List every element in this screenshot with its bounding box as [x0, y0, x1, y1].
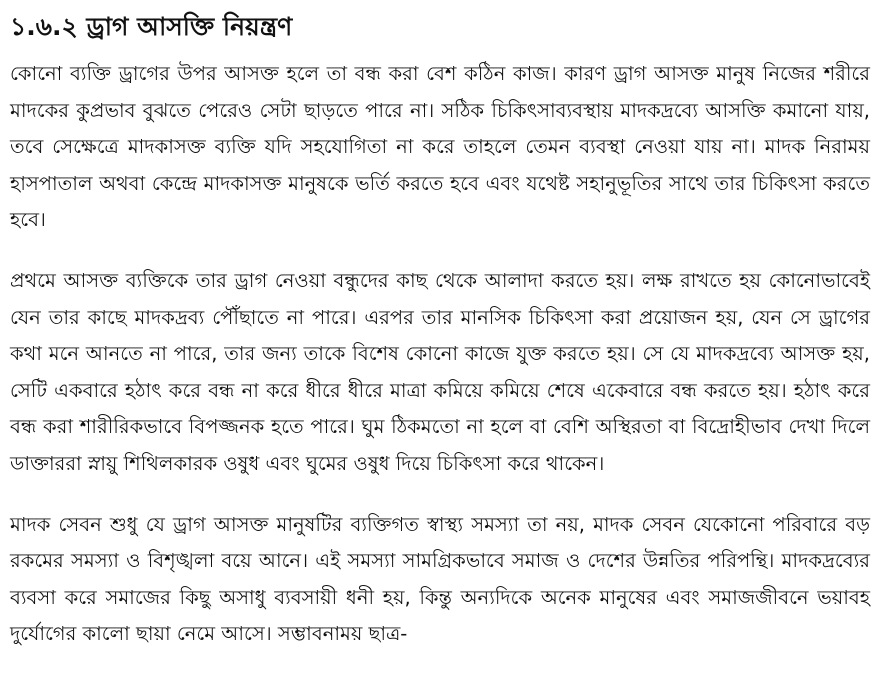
paragraph-treatment-difficulty: কোনো ব্যক্তি ড্রাগের উপর আসক্ত হলে তা বন্ধ করা বেশ কঠিন কাজ। কারণ ড্রাগ আসক্ত মানুষ নিজের শরীরে মাদকের কুপ্রভাব বুঝতে পেরেও সেটা ছাড়তে পারে না। সঠিক চিকিৎসাব্যবস্থায় মাদকদ্রব্যে আসক্তি কমানো যায়, তবে সেক্ষেত্রে মাদকাসক্ত ব্যক্তি যদি সহযোগিতা না করে তাহলে তেমন ব্যবস্থা নেওয়া যায় না। মাদক নিরাময় হাসপাতাল অথবা কেন্দ্রে মাদকাসক্ত মানুষকে ভর্তি করতে হবে এবং যথেষ্ট সহানুভূতির সাথে তার চিকিৎসা করতে হবে।	[10, 62, 870, 232]
paragraph-social-impact: মাদক সেবন শুধু যে ড্রাগ আসক্ত মানুষটির ব্যক্তিগত স্বাস্থ্য সমস্যা তা নয়, মাদক সেবন যেকোনো পরিবারে বড় রকমের সমস্যা ও বিশৃঙ্খলা বয়ে আনে। এই সমস্যা সামগ্রিকভাবে সমাজ ও দেশের উন্নতির পরিপন্থি। মাদকদ্রব্যের ব্যবসা করে সমাজের কিছু অসাধু ব্যবসায়ী ধনী হয়, কিন্তু অন্যদিকে অনেক মানুষের এবং সমাজজীবনে ভয়াবহ দুর্যোগের কালো ছায়া নেমে আসে। সম্ভাবনাময় ছাত্র-	[10, 512, 870, 646]
document-page	[10, 8, 870, 653]
paragraph-treatment-steps: প্রথমে আসক্ত ব্যক্তিকে তার ড্রাগ নেওয়া বন্ধুদের কাছ থেকে আলাদা করতে হয়। লক্ষ রাখতে হয় কোনোভাবেই যেন তার কাছে মাদকদ্রব্য পৌঁছাতে না পারে। এরপর তার মানসিক চিকিৎসা করা প্রয়োজন হয়, যেন সে ড্রাগের কথা মনে আনতে না পারে, তার জন্য তাকে বিশেষ কোনো কাজে যুক্ত করতে হয়। সে যে মাদকদ্রব্যে আসক্ত হয়, সেটি একবারে হঠাৎ করে বন্ধ না করে ধীরে ধীরে মাত্রা কমিয়ে কমিয়ে শেষে একেবারে বন্ধ করতে হয়। হঠাৎ করে বন্ধ করা শারীরিকভাবে বিপজ্জনক হতে পারে। ঘুম ঠিকমতো না হলে বা বেশি অস্থিরতা বা বিদ্রোহীভাব দেখা দিলে ডাক্তাররা স্নায়ু শিথিলকারক ওষুধ এবং ঘুমের ওষুধ দিয়ে চিকিৎসা করে থাকেন।	[10, 268, 870, 475]
section-heading: ১.৬.২ ড্রাগ আসক্তি নিয়ন্ত্রণ	[10, 12, 293, 41]
